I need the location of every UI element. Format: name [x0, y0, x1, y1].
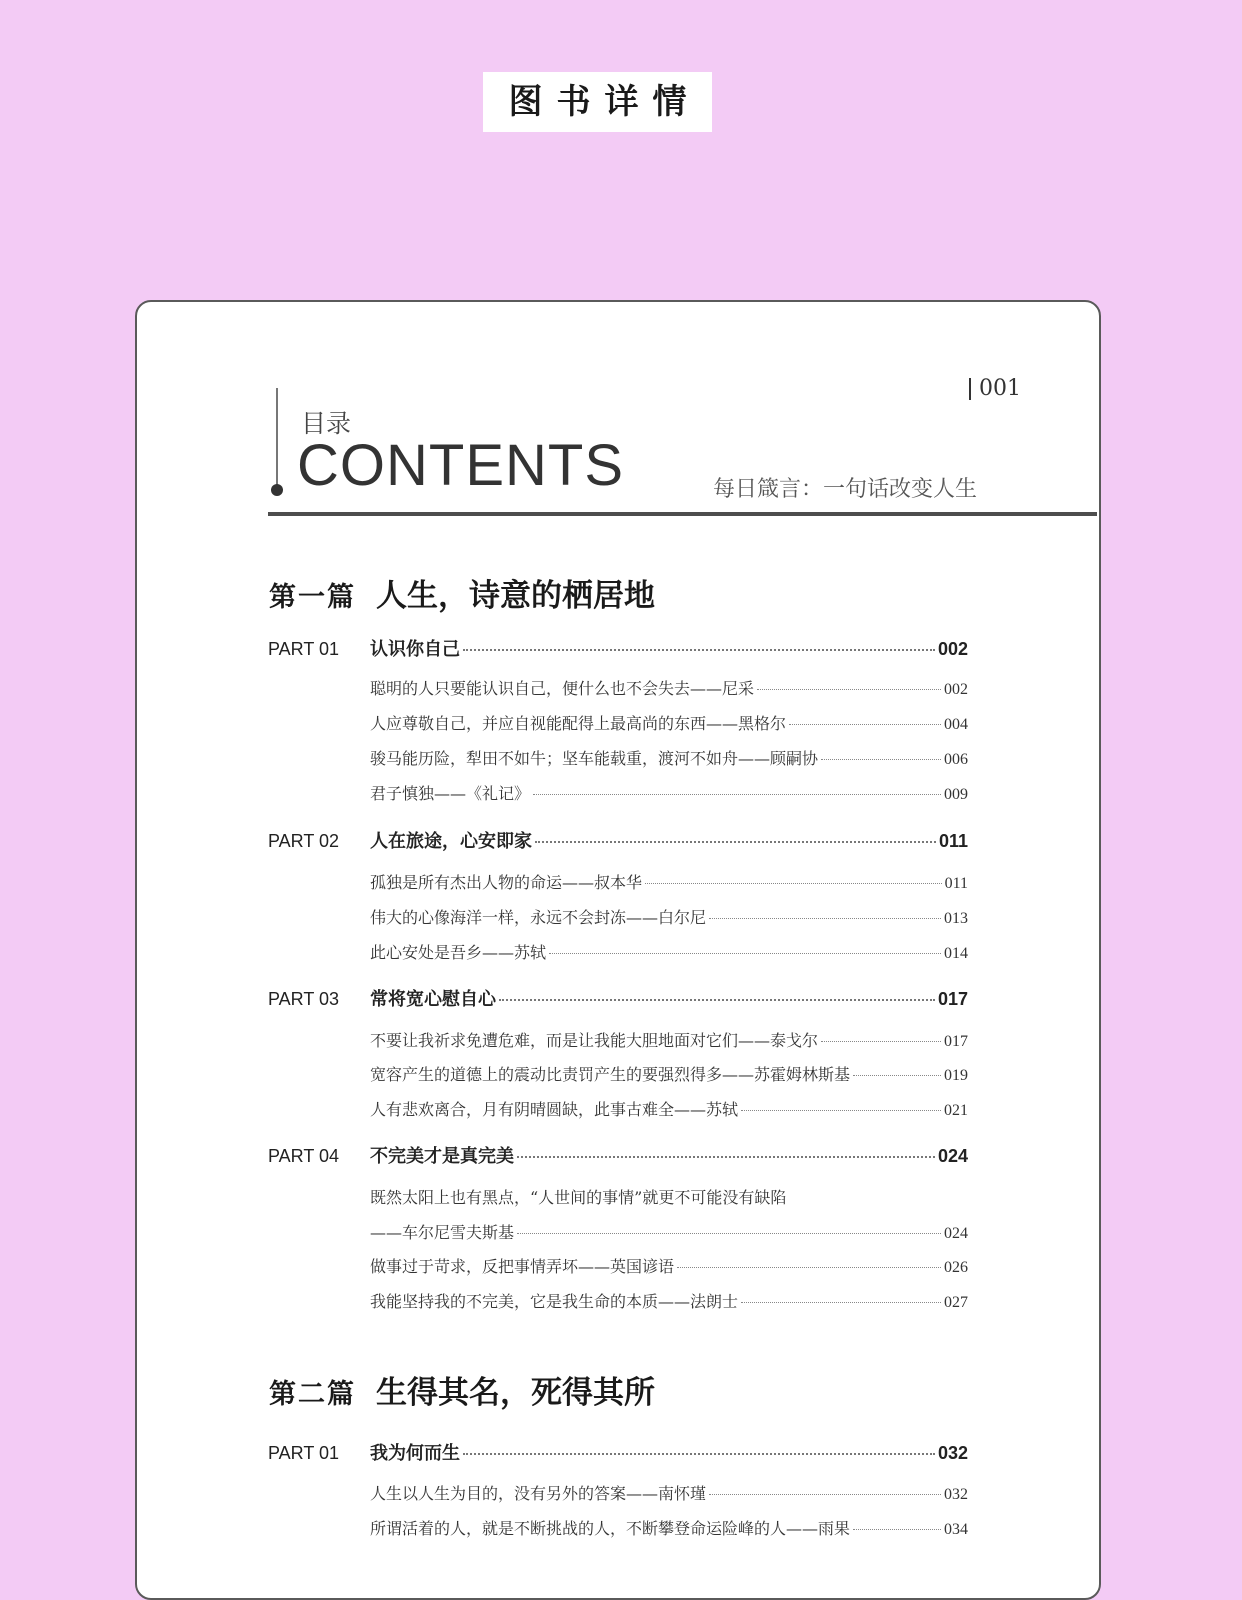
quote-page: 004 [944, 716, 968, 733]
quote-page: 006 [944, 751, 968, 768]
part-heading [269, 1367, 655, 1412]
quote-text: 做事过于苛求，反把事情弄坏——英国谚语 [370, 1257, 675, 1276]
dot-leader [517, 1156, 935, 1158]
chapter-part-label: PART 01 [268, 1443, 340, 1463]
chapter-entry[interactable] [268, 635, 968, 661]
toc-label-en: CONTENTS [297, 433, 624, 498]
chapter-page: 024 [937, 1146, 968, 1166]
dot-leader [709, 1494, 941, 1495]
quote-page: 024 [944, 1225, 968, 1242]
header-accent-line [276, 388, 278, 490]
quote-text: 聪明的人只要能认识自己，便什么也不会失去——尼采 [370, 679, 755, 698]
dot-leader [853, 1075, 941, 1076]
quote-entry[interactable] [370, 711, 968, 734]
chapter-title: 我为何而生 [370, 1443, 460, 1464]
dot-leader [517, 1233, 941, 1234]
quote-text: 孤独是所有杰出人物的命运——叔本华 [370, 873, 643, 892]
quote-entry[interactable] [370, 870, 968, 893]
part-number: 第二篇 [269, 1379, 356, 1410]
dot-leader [535, 841, 936, 843]
section-label: 图书详情 [483, 72, 712, 132]
quote-page: 009 [944, 786, 968, 803]
quote-entry[interactable] [370, 781, 968, 804]
quote-text: 此心安处是吾乡——苏轼 [370, 943, 547, 962]
header-rule [268, 512, 1097, 516]
quote-entry[interactable] [370, 746, 968, 769]
chapter-title: 常将宽心慰自心 [370, 989, 496, 1010]
quote-text: ——车尔尼雪夫斯基 [370, 1223, 515, 1242]
quote-entry[interactable] [370, 1289, 968, 1312]
dot-leader [499, 999, 935, 1001]
quote-page: 032 [944, 1486, 968, 1503]
quote-page: 002 [944, 681, 968, 698]
chapter-part-label: PART 02 [268, 831, 340, 851]
quote-page: 017 [944, 1033, 968, 1050]
quote-text: 宽容产生的道德上的震动比责罚产生的要强烈得多——苏霍姆林斯基 [370, 1065, 851, 1084]
chapter-entry[interactable] [268, 827, 968, 853]
chapter-part-label: PART 03 [268, 989, 340, 1009]
dot-leader [741, 1110, 941, 1111]
quote-entry[interactable] [370, 1185, 968, 1208]
header-accent-dot [271, 484, 283, 496]
dot-leader [463, 1453, 935, 1455]
quote-text: 我能坚持我的不完美，它是我生命的本质——法朗士 [370, 1292, 739, 1311]
dot-leader [533, 794, 941, 795]
quote-entry[interactable] [370, 1481, 968, 1504]
quote-text: 伟大的心像海洋一样，永远不会封冻——白尔尼 [370, 908, 707, 927]
chapter-title: 认识你自己 [370, 639, 460, 660]
quote-page: 021 [944, 1102, 968, 1119]
chapter-title: 不完美才是真完美 [370, 1146, 514, 1167]
quote-page: 027 [944, 1294, 968, 1311]
chapter-page: 017 [937, 989, 968, 1009]
chapter-page: 032 [937, 1443, 968, 1463]
chapter-part-label: PART 04 [268, 1146, 340, 1166]
quote-text: 人有悲欢离合，月有阴晴圆缺，此事古难全——苏轼 [370, 1100, 739, 1119]
quote-text: 人生以人生为目的，没有另外的答案——南怀瑾 [370, 1484, 707, 1503]
chapter-entry[interactable] [268, 985, 968, 1011]
dot-leader [645, 883, 942, 884]
quote-page: 026 [944, 1259, 968, 1276]
quote-page: 034 [944, 1521, 968, 1538]
quote-entry[interactable] [370, 1254, 968, 1277]
dot-leader [789, 724, 941, 725]
quote-entry[interactable] [370, 1028, 968, 1051]
toc-label-cn: 目录 [301, 409, 352, 438]
quote-entry[interactable] [370, 905, 968, 928]
dot-leader [757, 689, 941, 690]
dot-leader [853, 1529, 941, 1530]
part-number: 第一篇 [269, 582, 356, 613]
part-title: 人生，诗意的栖居地 [376, 578, 655, 614]
quote-entry[interactable] [370, 1097, 968, 1120]
part-heading [269, 570, 655, 615]
dot-leader [463, 649, 935, 651]
quote-text: 所谓活着的人，就是不断挑战的人，不断攀登命运险峰的人——雨果 [370, 1519, 851, 1538]
dot-leader [821, 1041, 941, 1042]
dot-leader [741, 1302, 941, 1303]
chapter-entry[interactable] [268, 1142, 968, 1168]
quote-page: 019 [944, 1067, 968, 1084]
quote-text: 人应尊敬自己，并应自视能配得上最高尚的东西——黑格尔 [370, 714, 787, 733]
dot-leader [677, 1267, 941, 1268]
chapter-page: 011 [938, 831, 968, 851]
dot-leader [821, 759, 941, 760]
quote-page: 014 [944, 945, 968, 962]
chapter-part-label: PART 01 [268, 639, 340, 659]
chapter-entry[interactable] [268, 1439, 968, 1465]
quote-page: 011 [944, 875, 968, 892]
part-title: 生得其名，死得其所 [376, 1375, 655, 1411]
quote-text: 君子慎独——《礼记》 [370, 784, 531, 803]
toc-page [135, 300, 1101, 1600]
dot-leader [709, 918, 941, 919]
quote-entry[interactable] [370, 1062, 968, 1085]
quote-text: 不要让我祈求免遭危难，而是让我能大胆地面对它们——泰戈尔 [370, 1031, 819, 1050]
quote-page: 013 [944, 910, 968, 927]
dot-leader [549, 953, 941, 954]
page-number: 001 [969, 378, 1021, 400]
quote-entry[interactable] [370, 940, 968, 963]
quote-entry[interactable] [370, 676, 968, 699]
chapter-page: 002 [937, 639, 968, 659]
quote-text: 骏马能历险，犁田不如牛；坚车能载重，渡河不如舟——顾嗣协 [370, 749, 819, 768]
series-tagline: 每日箴言：一句话改变人生 [713, 477, 978, 502]
quote-entry[interactable] [370, 1220, 968, 1243]
chapter-title: 人在旅途，心安即家 [370, 831, 532, 852]
quote-entry[interactable] [370, 1516, 968, 1539]
quote-text: 既然太阳上也有黑点，“人世间的事情”就更不可能没有缺陷 [370, 1188, 787, 1207]
